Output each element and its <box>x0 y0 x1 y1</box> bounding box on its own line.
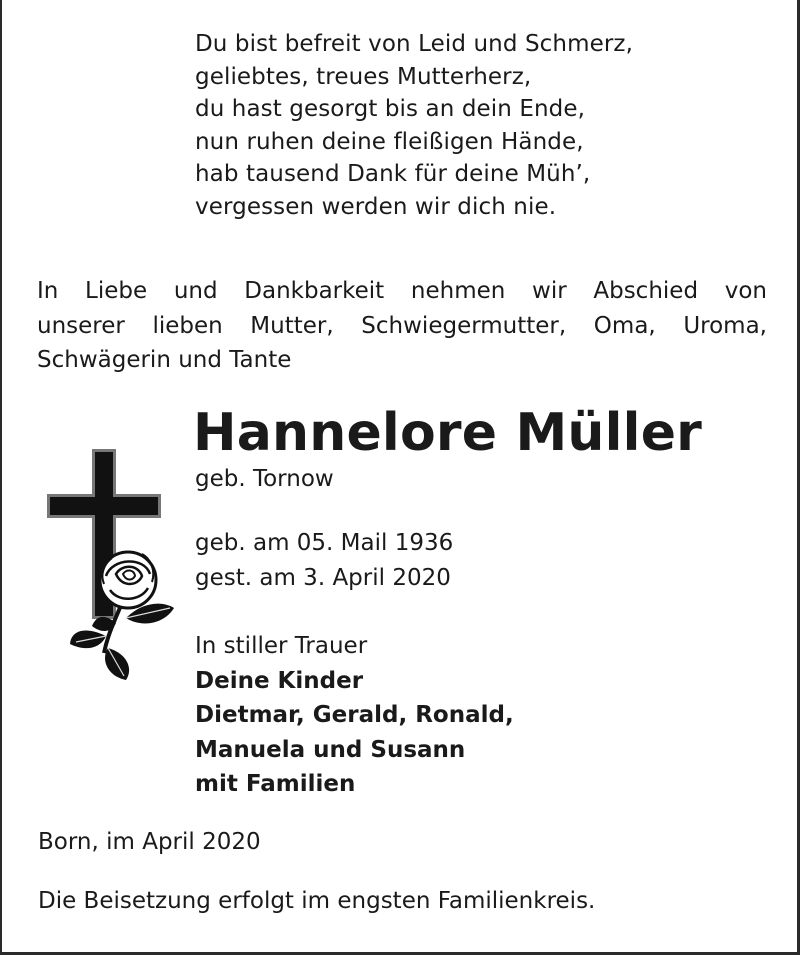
poem-line: hab tausend Dank für deine Müh’, <box>195 161 591 188</box>
poem-line: du hast gesorgt bis an dein Ende, <box>195 96 586 123</box>
burial-note: Die Beisetzung erfolgt im engsten Familienkreis. <box>38 888 596 914</box>
birth-date: geb. am 05. Mail 1936 <box>195 530 454 556</box>
mourner-line: Dietmar, Gerald, Ronald, <box>195 702 514 728</box>
cross-with-rose-icon <box>46 448 178 684</box>
mourner-line: Manuela und Susann <box>195 736 466 763</box>
poem-line: geliebtes, treues Mutterherz, <box>195 63 532 90</box>
maiden-name: geb. Tornow <box>195 466 334 492</box>
poem-line: vergessen werden wir dich nie. <box>195 193 557 220</box>
mourners-intro: In stiller Trauer <box>195 633 368 659</box>
life-dates <box>195 526 453 595</box>
intro-line: In Liebe und Dankbarkeit nehmen wir Abschied von <box>37 278 767 304</box>
mourner-line: mit Familien <box>195 771 356 797</box>
intro-line: unserer lieben Mutter, Schwiegermutter, Oma, Uroma, <box>37 312 767 339</box>
poem-line: nun ruhen deine fleißigen Hände, <box>195 128 584 155</box>
mourner-line: Deine Kinder <box>195 667 364 694</box>
intro-text <box>37 274 767 378</box>
poem-line: Du bist befreit von Leid und Schmerz, <box>195 31 633 57</box>
poem <box>195 28 633 224</box>
intro-line: Schwägerin und Tante <box>37 347 292 373</box>
mourners <box>195 629 514 802</box>
death-date: gest. am 3. April 2020 <box>195 564 451 591</box>
place-date: Born, im April 2020 <box>38 829 261 855</box>
deceased-name: Hannelore Müller <box>193 403 703 463</box>
